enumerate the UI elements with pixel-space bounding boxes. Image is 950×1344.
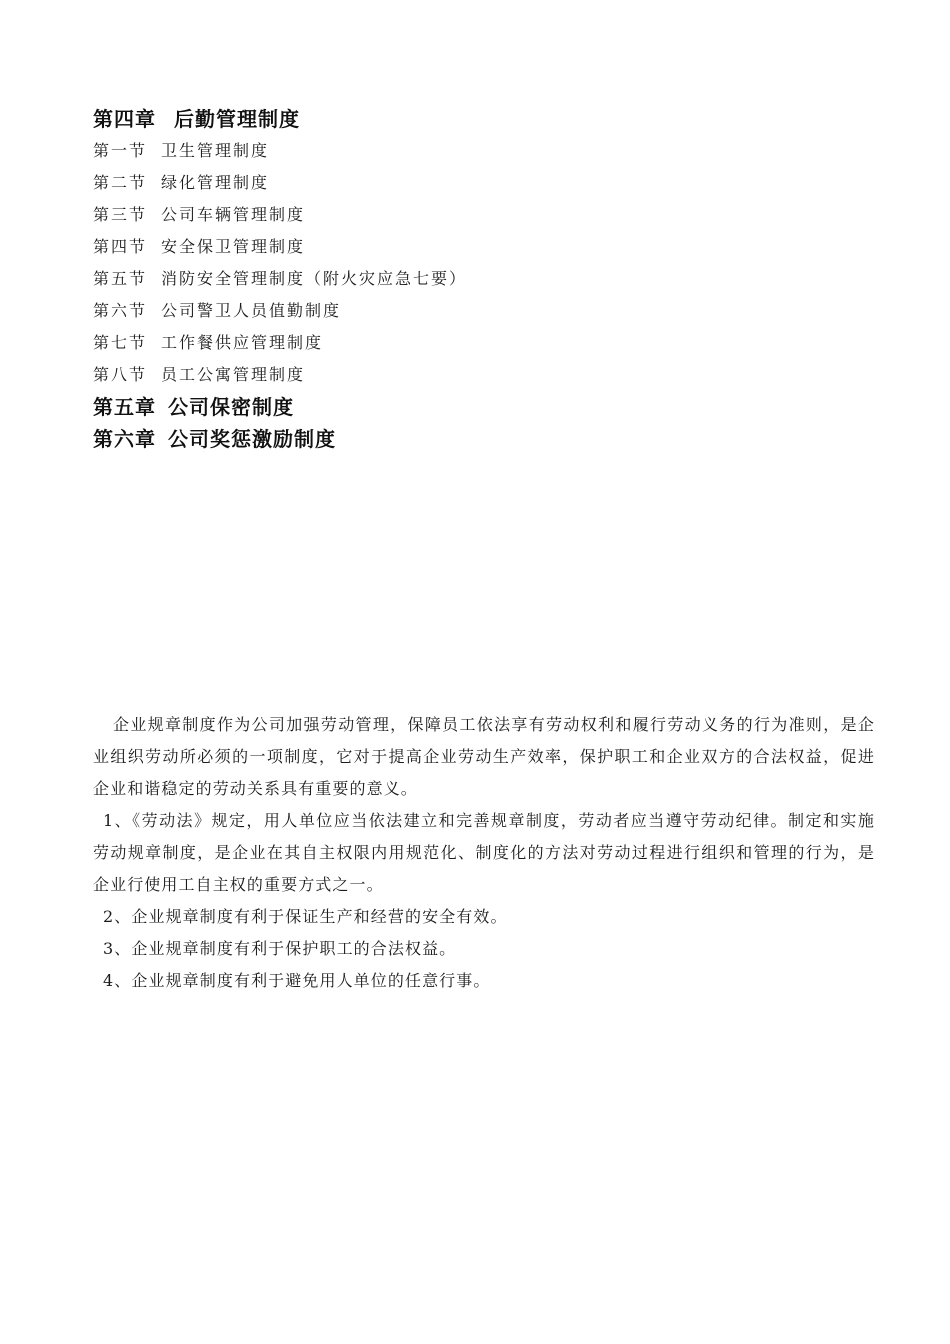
section-title: 公司车辆管理制度 [161,205,306,224]
section-entry [93,263,873,295]
section-title: 公司警卫人员值勤制度 [161,301,342,320]
section-entry [93,231,873,263]
section-entry [93,327,873,359]
section-title: 员工公寓管理制度 [161,365,306,384]
section-title: 工作餐供应管理制度 [161,333,324,352]
section-number: 第一节 [93,141,148,160]
table-of-contents [93,103,873,455]
body-text [93,709,875,997]
chapter-title: 公司奖惩激励制度 [168,427,336,451]
section-number: 第二节 [93,173,148,192]
section-number: 第八节 [93,365,148,384]
chapter-number: 第六章 [93,427,156,451]
section-number: 第三节 [93,205,148,224]
list-item: 4、企业规章制度有利于避免用人单位的任意行事。 [103,971,491,990]
section-number: 第四节 [93,237,148,256]
chapter-number: 第五章 [93,395,156,419]
chapter-heading [93,423,873,455]
chapter-title: 后勤管理制度 [174,107,300,131]
section-entry [93,135,873,167]
chapter-heading [93,103,873,135]
section-title: 消防安全管理制度（附火灾应急七要） [161,269,468,288]
list-item: 1、《劳动法》规定，用人单位应当依法建立和完善规章制度，劳动者应当遵守劳动纪律。制定和实施劳动规章制度，是企业在其自主权限内用规范化、制度化的方法对劳动过程进行组织和管理的行为，是企业行使用工自主权的重要方式之一。 [93,811,875,894]
list-item: 3、企业规章制度有利于保护职工的合法权益。 [103,939,457,958]
section-title: 安全保卫管理制度 [161,237,306,256]
section-entry [93,295,873,327]
section-entry [93,167,873,199]
chapter-heading [93,391,873,423]
list-item: 2、企业规章制度有利于保证生产和经营的安全有效。 [103,907,508,926]
chapter-title: 公司保密制度 [168,395,294,419]
chapter-number: 第四章 [93,107,156,131]
section-number: 第六节 [93,301,148,320]
section-title: 卫生管理制度 [161,141,270,160]
section-title: 绿化管理制度 [161,173,270,192]
section-entry [93,359,873,391]
section-number: 第七节 [93,333,148,352]
intro-paragraph: 企业规章制度作为公司加强劳动管理，保障员工依法享有劳动权利和履行劳动义务的行为准则，是企业组织劳动所必须的一项制度，它对于提高企业劳动生产效率，保护职工和企业双方的合法权益，促进企业和谐稳定的劳动关系具有重要的意义。 [93,715,875,798]
section-number: 第五节 [93,269,148,288]
section-entry [93,199,873,231]
